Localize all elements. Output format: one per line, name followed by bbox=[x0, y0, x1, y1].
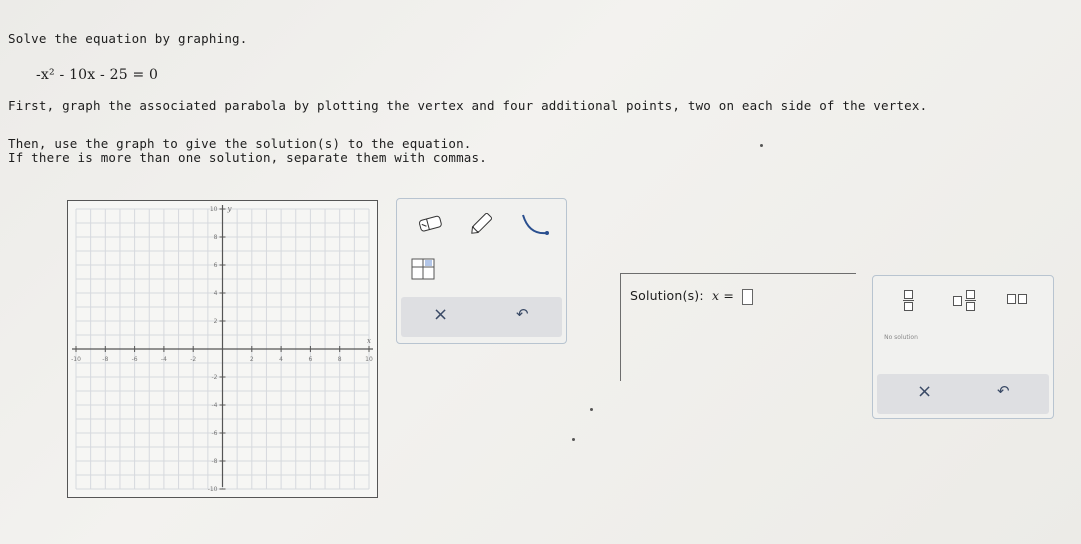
y-tick-label: -10 bbox=[207, 486, 218, 493]
x-tick-label: -10 bbox=[71, 356, 81, 363]
answer-keypad-panel bbox=[872, 275, 1054, 419]
no-solution-button[interactable]: No solution bbox=[884, 334, 918, 341]
step2-line2: If there is more than one solution, separate them with commas. bbox=[8, 150, 487, 165]
y-axis-label: y bbox=[227, 205, 232, 213]
x-tick-label: -6 bbox=[131, 356, 138, 363]
list-icon[interactable] bbox=[1007, 294, 1033, 306]
y-tick-label: -4 bbox=[211, 402, 218, 409]
pencil-icon[interactable] bbox=[467, 210, 495, 242]
x-tick-label: 2 bbox=[249, 356, 254, 363]
instruction-text: Solve the equation by graphing. bbox=[8, 31, 248, 46]
y-tick-label: 6 bbox=[213, 262, 218, 269]
eraser-icon[interactable] bbox=[417, 213, 445, 239]
y-tick-label: 8 bbox=[213, 234, 218, 241]
x-tick-label: -8 bbox=[102, 356, 109, 363]
step2-line1: Then, use the graph to give the solution(s) to the equation. bbox=[8, 136, 472, 151]
x-tick-label: 6 bbox=[308, 356, 313, 363]
point-table-icon[interactable] bbox=[409, 255, 437, 287]
equation: -x² - 10x - 25 = 0 bbox=[36, 67, 159, 83]
parabola-tool-icon[interactable] bbox=[519, 211, 551, 243]
answer-divider-left bbox=[620, 273, 621, 381]
clear-answer-button[interactable]: × bbox=[917, 381, 933, 402]
solution-variable: x = bbox=[712, 288, 735, 303]
clear-graph-button[interactable]: × bbox=[433, 304, 449, 325]
fraction-icon[interactable] bbox=[903, 290, 914, 311]
undo-answer-button[interactable]: ↶ bbox=[997, 382, 1010, 400]
coordinate-grid[interactable] bbox=[68, 201, 377, 497]
y-tick-label: -6 bbox=[211, 430, 218, 437]
keypad-action-bar bbox=[877, 374, 1049, 414]
undo-graph-button[interactable]: ↶ bbox=[516, 305, 529, 323]
solution-label: Solution(s): bbox=[630, 288, 704, 303]
y-tick-label: -8 bbox=[211, 458, 218, 465]
solution-row bbox=[630, 288, 753, 305]
y-tick-label: 4 bbox=[213, 290, 218, 297]
y-tick-label: -2 bbox=[211, 374, 218, 381]
answer-divider-top bbox=[620, 273, 856, 274]
x-tick-label: 4 bbox=[279, 356, 284, 363]
graph-tools-panel bbox=[396, 198, 567, 344]
graph-action-bar bbox=[401, 297, 562, 337]
solution-input[interactable] bbox=[742, 289, 753, 305]
x-tick-label: -2 bbox=[190, 356, 197, 363]
x-tick-label: -4 bbox=[160, 356, 167, 363]
mixed-number-icon[interactable] bbox=[953, 290, 981, 312]
y-tick-label: 10 bbox=[209, 206, 218, 213]
x-axis-label: x bbox=[367, 337, 371, 345]
graph-canvas[interactable] bbox=[67, 200, 378, 498]
x-tick-label: 8 bbox=[337, 356, 342, 363]
y-tick-label: 2 bbox=[213, 318, 218, 325]
decorative-dot bbox=[590, 408, 593, 411]
x-tick-label: 10 bbox=[365, 356, 373, 363]
step1-text: First, graph the associated parabola by plotting the vertex and four additional points, two on each side of the vertex. bbox=[8, 98, 928, 113]
decorative-dot bbox=[760, 144, 763, 147]
decorative-dot bbox=[572, 438, 575, 441]
